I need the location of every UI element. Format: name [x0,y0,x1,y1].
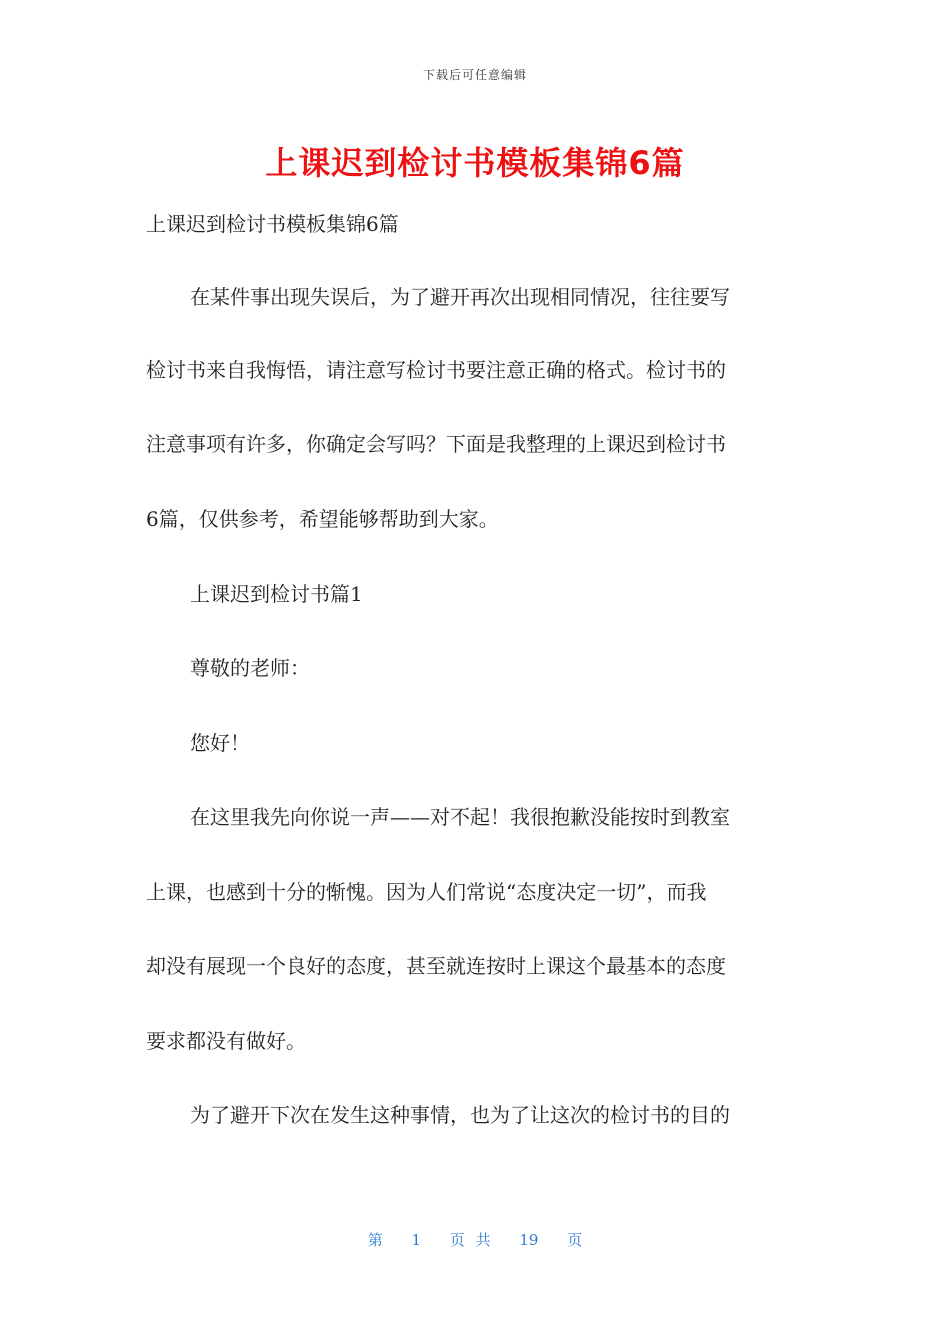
salutation: 尊敬的老师： [190,656,310,680]
footer-page-suffix: 页 [567,1231,583,1249]
paragraph-line: 要求都没有做好。 [146,1029,306,1053]
page-footer [0,1229,950,1250]
paragraph-line: 却没有展现一个良好的态度，甚至就连按时上课这个最基本的态度 [146,954,726,978]
greeting: 您好！ [190,731,250,755]
paragraph-line: 在某件事出现失误后，为了避开再次出现相同情况，往往要写 [190,285,730,309]
paragraph-line: 注意事项有许多，你确定会写吗？下面是我整理的上课迟到检讨书 [146,432,726,456]
footer-total-pages: 19 [519,1231,539,1249]
footer-current-page: 1 [411,1231,422,1249]
footer-page-middle: 页 共 [449,1231,491,1249]
section-heading: 上课迟到检讨书篇1 [190,582,363,606]
paragraph-line: 在这里我先向你说一声——对不起！我很抱歉没能按时到教室 [190,805,730,829]
paragraph-line: 上课，也感到十分的惭愧。因为人们常说“态度决定一切”，而我 [146,880,707,904]
header-note: 下载后可任意编辑 [422,68,527,82]
paragraph-line: 6篇，仅供参考，希望能够帮助到大家。 [146,507,499,531]
document-subtitle: 上课迟到检讨书模板集锦6篇 [146,212,399,236]
paragraph-line: 为了避开下次在发生这种事情，也为了让这次的检讨书的目的 [190,1103,730,1127]
footer-page-prefix: 第 [367,1231,383,1249]
document-title: 上课迟到检讨书模板集锦6篇 [265,144,685,182]
paragraph-line: 检讨书来自我悔悟，请注意写检讨书要注意正确的格式。检讨书的 [146,358,726,382]
